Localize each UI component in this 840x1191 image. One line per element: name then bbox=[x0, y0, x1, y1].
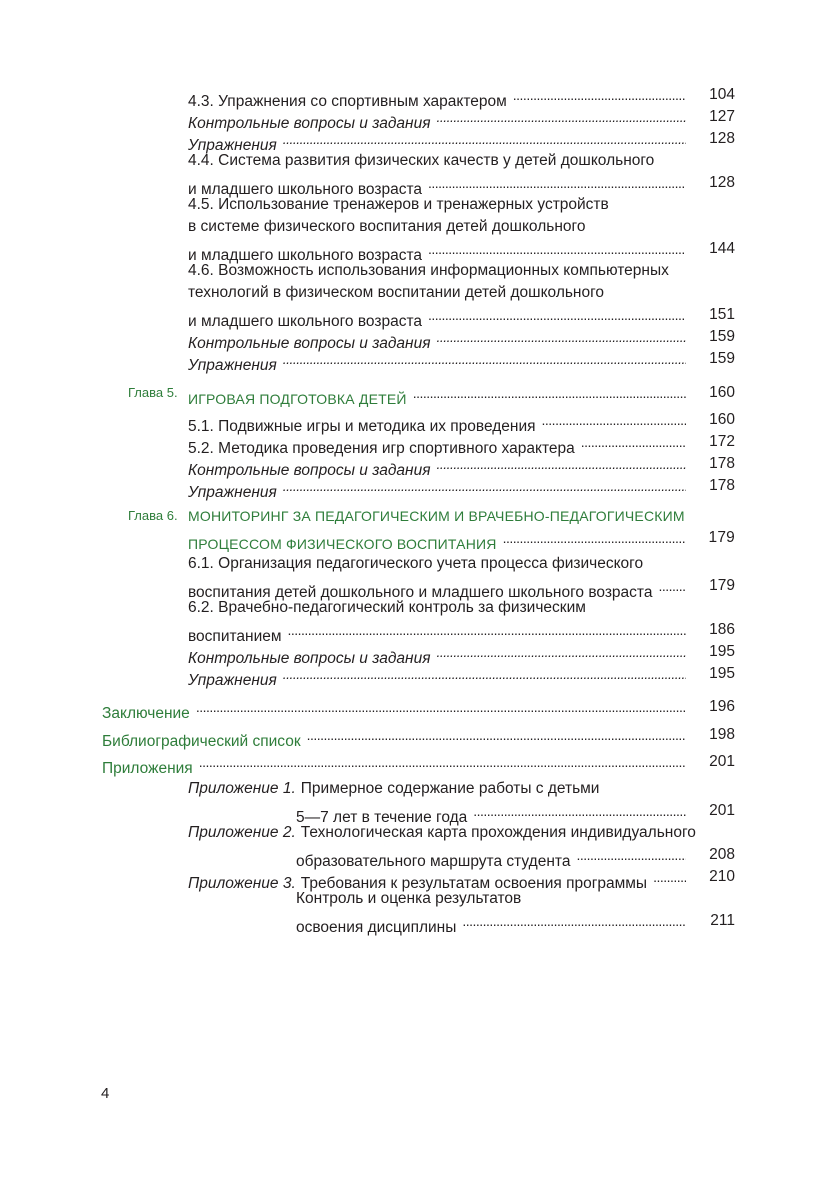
chapter-title: ИГРОВАЯ ПОДГОТОВКА ДЕТЕЙ bbox=[188, 391, 407, 407]
toc-entry-4-3[interactable] bbox=[0, 84, 840, 110]
dot-leader bbox=[473, 800, 686, 822]
toc-entry-title-line: и младшего школьного возраста bbox=[188, 247, 422, 264]
toc-page-number: 198 bbox=[709, 726, 735, 743]
toc-entry-title: Упражнения bbox=[188, 672, 277, 689]
toc-entry-appendix-2[interactable] bbox=[0, 822, 840, 870]
toc-entry-title: Контрольные вопросы и задания bbox=[188, 335, 431, 352]
dot-leader bbox=[436, 453, 686, 475]
toc-entry-questions[interactable] bbox=[0, 641, 840, 667]
toc-page-number: 104 bbox=[709, 86, 735, 103]
toc-page-number: 179 bbox=[708, 529, 735, 546]
toc-entry-title-line: 4.6. Возможность использования информационных компьютерных bbox=[188, 262, 669, 279]
dot-leader bbox=[653, 866, 686, 888]
chapter-title-line: ПРОЦЕССОМ ФИЗИЧЕСКОГО ВОСПИТАНИЯ bbox=[188, 536, 497, 552]
toc-page-number: 201 bbox=[709, 802, 735, 819]
toc-page-number: 196 bbox=[709, 698, 735, 715]
dot-leader bbox=[503, 527, 686, 549]
toc-entry-title: Упражнения bbox=[188, 357, 277, 374]
dot-leader bbox=[428, 238, 686, 260]
toc-entry-4-6[interactable] bbox=[0, 260, 840, 330]
toc-entry-title-line: Требования к результатам освоения программы bbox=[300, 875, 648, 892]
toc-entry-title: Упражнения bbox=[188, 484, 277, 501]
toc-entry-title: Контрольные вопросы и задания bbox=[188, 650, 431, 667]
toc-page-number: 210 bbox=[709, 868, 735, 885]
toc-page-number: 179 bbox=[709, 577, 735, 594]
dot-leader bbox=[436, 641, 686, 663]
toc-entry-title: 5.2. Методика проведения игр спортивного характера bbox=[188, 440, 575, 457]
chapter-label: Глава 6. bbox=[128, 508, 178, 523]
toc-entry-exercises[interactable] bbox=[0, 348, 840, 374]
toc-entry-title-line: образовательного маршрута студента bbox=[296, 853, 571, 870]
toc-entry-title-line: Примерное содержание работы с детьми bbox=[300, 780, 600, 797]
toc-page-number: 128 bbox=[709, 130, 735, 147]
toc-page-number: 211 bbox=[710, 912, 735, 929]
toc-entry-questions[interactable] bbox=[0, 453, 840, 479]
appendix-label: Приложение 1. bbox=[188, 780, 296, 797]
dot-leader bbox=[462, 910, 686, 932]
toc-chapter-5[interactable] bbox=[0, 382, 840, 407]
toc-page-number: 127 bbox=[709, 108, 735, 125]
toc-chapter-6[interactable] bbox=[0, 505, 840, 552]
toc-entry-exercises[interactable] bbox=[0, 663, 840, 689]
toc-page-number: 195 bbox=[709, 665, 735, 682]
toc-entry-title-line: и младшего школьного возраста bbox=[188, 313, 422, 330]
dot-leader bbox=[542, 409, 686, 431]
dot-leader bbox=[513, 84, 686, 106]
toc-entry-title-line: 6.1. Организация педагогического учета процесса физического bbox=[188, 555, 644, 572]
dot-leader bbox=[283, 128, 686, 150]
toc-page-number: 208 bbox=[709, 846, 735, 863]
toc-entry-title: Контрольные вопросы и задания bbox=[188, 462, 431, 479]
chapter-title-line: МОНИТОРИНГ ЗА ПЕДАГОГИЧЕСКИМ И ВРАЧЕБНО-ПЕДАГОГИЧЕСКИМ bbox=[188, 508, 685, 524]
toc-entry-conclusion[interactable] bbox=[0, 696, 840, 722]
dot-leader bbox=[658, 575, 686, 597]
toc-entry-6-2[interactable] bbox=[0, 597, 840, 645]
toc-entry-title: Контрольные вопросы и задания bbox=[188, 115, 431, 132]
dot-leader bbox=[199, 751, 686, 773]
toc-page-number: 186 bbox=[709, 621, 735, 638]
toc-entry-title-line: 4.4. Система развития физических качеств у детей дошкольного bbox=[188, 152, 655, 169]
toc-entry-title-line: Технологическая карта прохождения индивидуального bbox=[300, 824, 696, 841]
toc-entry-exercises[interactable] bbox=[0, 475, 840, 501]
toc-entry-appendix-1[interactable] bbox=[0, 778, 840, 826]
toc-page-number: 178 bbox=[709, 477, 735, 494]
toc-entry-title-line: в системе физического воспитания детей дошкольного bbox=[188, 218, 586, 235]
dot-leader bbox=[288, 619, 686, 641]
toc-entry-6-1[interactable] bbox=[0, 553, 840, 601]
toc-entry-title: Упражнения bbox=[188, 137, 277, 154]
toc-page-number: 151 bbox=[709, 306, 735, 323]
dot-leader bbox=[436, 326, 686, 348]
toc-entry-title-line: 5—7 лет в течение года bbox=[296, 809, 468, 826]
toc-entry-title: 4.3. Упражнения со спортивным характером bbox=[188, 93, 507, 110]
toc-page-number: 128 bbox=[709, 174, 735, 191]
toc-entry-5-2[interactable] bbox=[0, 431, 840, 457]
toc-entry-questions[interactable] bbox=[0, 106, 840, 132]
toc-entry-title-line: 4.5. Использование тренажеров и тренажерных устройств bbox=[188, 196, 609, 213]
toc-entry-title: Приложения bbox=[102, 760, 193, 777]
toc-entry-title-line: технологий в физическом воспитании детей дошкольного bbox=[188, 284, 605, 301]
appendix-label: Приложение 3. bbox=[188, 875, 296, 892]
toc-entry-questions[interactable] bbox=[0, 326, 840, 352]
toc-entry-title-line: воспитания детей дошкольного и младшего школьного возраста bbox=[188, 584, 653, 601]
toc-page-number: 160 bbox=[709, 384, 735, 401]
toc-page-number: 178 bbox=[709, 455, 735, 472]
toc-page-number: 159 bbox=[709, 328, 735, 345]
toc-entry-title-line: освоения дисциплины bbox=[296, 919, 457, 936]
toc-page-number: 159 bbox=[709, 350, 735, 367]
dot-leader bbox=[283, 475, 686, 497]
toc-page-number: 195 bbox=[709, 643, 735, 660]
dot-leader bbox=[283, 348, 686, 370]
toc-entry-exercises[interactable] bbox=[0, 128, 840, 154]
toc-entry-5-1[interactable] bbox=[0, 409, 840, 435]
toc-entry-title-line: воспитанием bbox=[188, 628, 282, 645]
dot-leader bbox=[428, 304, 686, 326]
toc-entry-bibliography[interactable] bbox=[0, 724, 840, 750]
dot-leader bbox=[283, 663, 686, 685]
dot-leader bbox=[436, 106, 686, 128]
toc-page-number: 144 bbox=[709, 240, 735, 257]
chapter-label: Глава 5. bbox=[128, 385, 178, 400]
page-number-footer: 4 bbox=[101, 1085, 110, 1102]
toc-page-number: 160 bbox=[709, 411, 735, 428]
dot-leader bbox=[576, 844, 686, 866]
toc-entry-appendix-3[interactable] bbox=[0, 866, 840, 936]
toc-entry-title: Заключение bbox=[102, 705, 190, 722]
dot-leader bbox=[413, 382, 686, 404]
toc-entry-title: 5.1. Подвижные игры и методика их проведения bbox=[188, 418, 536, 435]
toc-entry-title-line: 6.2. Врачебно-педагогический контроль за физическим bbox=[188, 599, 586, 616]
toc-page-number: 172 bbox=[709, 433, 735, 450]
dot-leader bbox=[307, 724, 686, 746]
dot-leader bbox=[428, 172, 686, 194]
toc-entry-4-4[interactable] bbox=[0, 150, 840, 198]
toc-entry-4-5[interactable] bbox=[0, 194, 840, 264]
dot-leader bbox=[196, 696, 686, 718]
dot-leader bbox=[581, 431, 686, 453]
toc-entry-title-line: и младшего школьного возраста bbox=[188, 181, 422, 198]
toc-page-number: 201 bbox=[709, 753, 735, 770]
appendix-label: Приложение 2. bbox=[188, 824, 296, 841]
table-of-contents bbox=[0, 84, 840, 936]
toc-entry-appendices[interactable] bbox=[0, 751, 840, 777]
toc-entry-title-line: Контроль и оценка результатов bbox=[296, 890, 522, 907]
toc-entry-title: Библиографический список bbox=[102, 733, 301, 750]
